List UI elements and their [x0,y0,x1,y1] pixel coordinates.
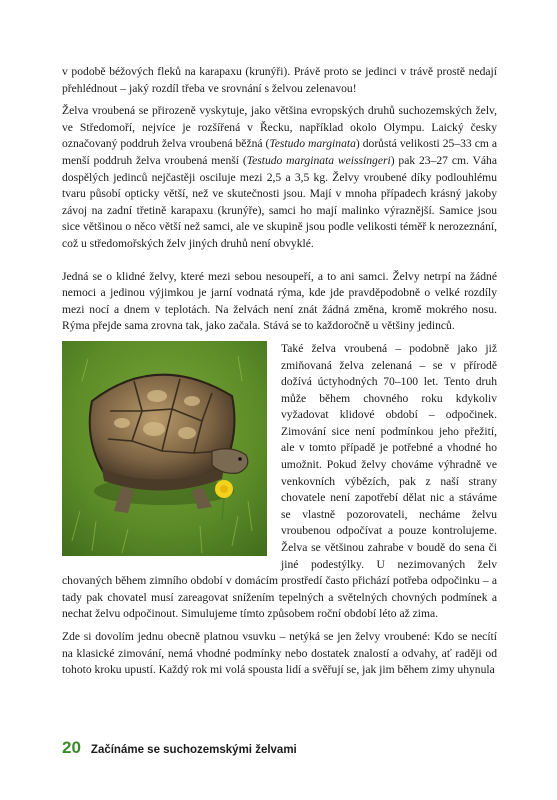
running-title: Začínáme se suchozemskými želvami [90,744,297,756]
page-footer [62,738,297,758]
photo-text-wrap [62,341,497,679]
paragraph-1: v podobě béžových fleků na karapaxu (krunýři). Právě proto se jedinci v trávě prostě nedají přehlédnout – jaký rozdíl třeba ve srovnání s želvou zelenavou! [62,65,497,95]
paragraph-4-text: Také želva vroubená – podobně jako již zmiňovaná želva zelenaná – se v přírodě dožívá úctyhodných 70–100 let. Tento druh může během chovného roku kdykoliv vyžadovat klidové období – odpočinek. Zimování sice není podmínkou jeho přežití, ale v tomto případě je potřebné a vhodné ho umožnit. Pokud želvy chováme výhradně ve venkovních výbězích, pak z naší strany chovatele není zapotřebí dělat nic a stáváme se vlastně pozorovateli, necháme želvu vroubenou odpočívat a pouze kontrolujeme. Želva se většinou zahrabe v boudě do sena či jiné podestýlky. U nezimovaných želv chovaných během zimního období v domácím prostředí často přichází potřeba odpočinku – a tady pak chovatel musí zareagovat snížením tepelných a světelných chovných podmínek a nechat želvu odpočinout. Simulujeme tímto způsobem roční období léto až zima. [62,341,497,621]
paragraph-3: Jedná se o klidné želvy, které mezi sebou nesoupeří, a to ani samci. Želvy netrpí na žádné nemoci a jedinou výjimkou je jarní vodnatá rýma, kde jde pravděpodobně o velké rozdíly mezi nocí a dnem v teplotách. Na želvách není znát žádná změna, kromě mokrého nosu. Rýma přejde sama zrovna tak, jako začala. Stává se to každoročně u většiny jedinců. [62,269,497,333]
paragraph-5: Zde si dovolím jednu obecně platnou vsuvku – netýká se jen želvy vroubené: Kdo se necítí na klasické zimování, nemá vhodné podmínky nebo dostatek znalostí a odvahy, ať raději od tohoto kroku upustí. Každý rok mi volá spousta lidí a svěřují se, jak jim během zimy uhynula [62,630,497,677]
page-number: 20 [62,738,81,757]
latin-name-1: Testudo marginata [269,137,356,151]
latin-name-2: Testudo marginata weissingeri [246,153,391,167]
paragraph-2-part-b: ) dorůstá velikosti 25–33 cm a menší poddruh želva vroubená menší ( [62,137,497,167]
paragraph-4 [62,341,497,623]
paragraph-2-part-c: ) pak 23–27 cm. Váha dospělých jedinců nejčastěji osciluje mezi 2,5 a 3,5 kg. Želvy vroubené díky podlouhlému tvaru působí opticky větší, než ve skutečnosti jsou. Mají v mnoha případech krásný jakoby závoj na zadní třetině karapaxu (krunýře), samci ho mají malinko výraznější. Samice jsou sice většinou o něco větší než samci, ale ve skupině jsou podle velikosti téměř k nerozeznání, což u středomořských želv jiných druhů není obvyklé. [62,153,497,250]
paragraph-2 [62,103,497,252]
paragraph-2-part-a: Želva vroubená se přirozeně vyskytuje, jako většina evropských druhů suchozemských želv, ve Středomoří, nejvíce je rozšířená v Řecku, například okolo Olympu. Laický česky označovaný poddruh želva vroubená běžná ( [62,104,497,151]
tortoise-photo [62,341,267,556]
tortoise-illustration [62,341,267,556]
page-body [62,64,497,685]
